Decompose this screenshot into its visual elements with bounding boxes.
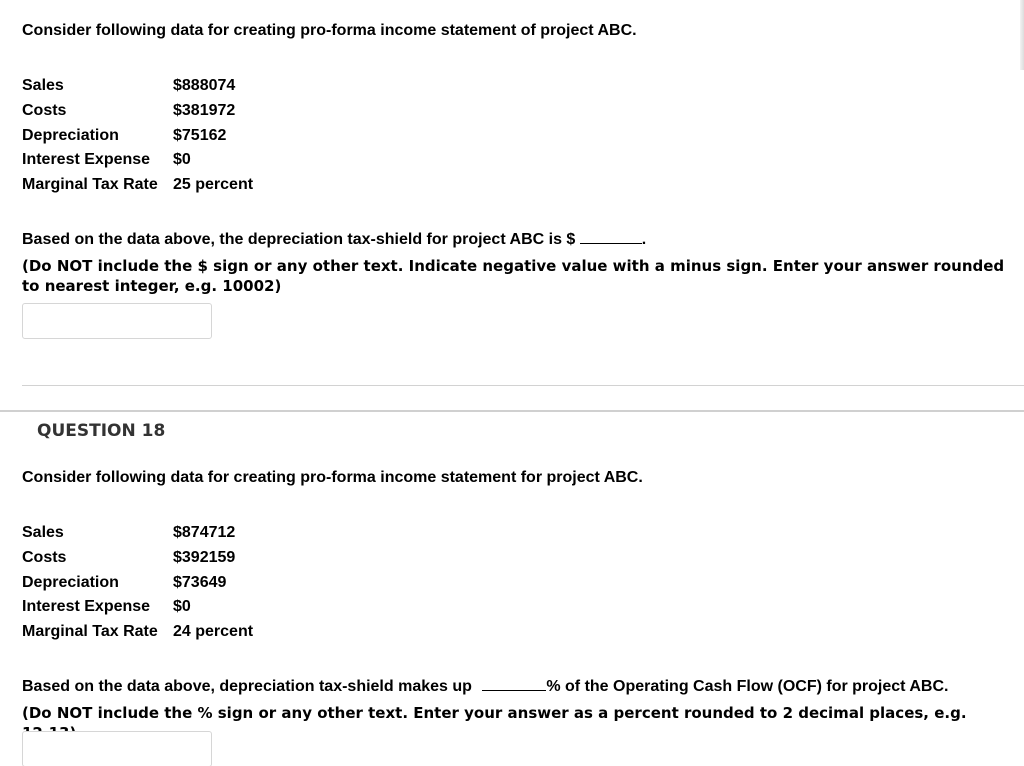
q17-prompt-before: Based on the data above, the depreciation tax-shield for project ABC is $ <box>22 231 576 248</box>
q18-prompt-after: % of the Operating Cash Flow (OCF) for project ABC. <box>546 678 949 695</box>
table-row <box>22 521 253 546</box>
row-label: Depreciation <box>22 573 119 591</box>
row-value: $0 <box>173 151 191 169</box>
row-value: $381972 <box>173 102 236 120</box>
row-label: Sales <box>22 524 64 542</box>
row-value: $75162 <box>173 126 227 144</box>
q17-note: (Do NOT include the $ sign or any other text. Indicate negative value with a minus sign. Enter your answer rounded to nearest integer, e.g. 10002) <box>22 257 1005 295</box>
q17-data-block <box>22 74 1024 197</box>
q17-blank <box>580 231 642 244</box>
table-row <box>22 570 253 595</box>
row-value: 24 percent <box>173 623 254 641</box>
q17-prompt-after: . <box>641 231 647 248</box>
q17-prompt-block <box>22 230 1024 296</box>
q18-prompt-before: Based on the data above, depreciation tax-shield makes up <box>22 678 472 695</box>
table-row <box>22 173 253 198</box>
table-row <box>22 595 253 620</box>
row-value: $888074 <box>173 77 236 95</box>
row-label: Depreciation <box>22 126 119 144</box>
question-separator <box>0 410 1024 412</box>
row-label: Sales <box>22 77 64 95</box>
row-label: Costs <box>22 549 67 567</box>
divider <box>22 385 1024 386</box>
q17-data-table <box>22 74 253 197</box>
table-row <box>22 546 253 571</box>
q17-intro: Consider following data for creating pro-forma income statement of project ABC. <box>22 22 637 39</box>
row-value: $874712 <box>173 524 236 542</box>
q17-prompt <box>22 230 1024 250</box>
row-value: $73649 <box>173 573 227 591</box>
q17-answer-input[interactable] <box>22 303 212 339</box>
q18-prompt <box>22 677 1024 697</box>
q18-intro-block <box>22 468 1024 488</box>
table-row <box>22 148 253 173</box>
q18-data-table <box>22 521 253 644</box>
row-label: Interest Expense <box>22 151 151 169</box>
q18-data-block <box>22 521 1024 644</box>
row-label: Costs <box>22 102 67 120</box>
row-value: $0 <box>173 598 191 616</box>
row-label: Marginal Tax Rate <box>22 176 158 194</box>
row-value: 25 percent <box>173 176 254 194</box>
row-label: Interest Expense <box>22 598 151 616</box>
table-row <box>22 74 253 99</box>
q18-note: (Do NOT include the % sign or any other text. Enter your answer as a percent rounded to 2 decimal places, e.g. <box>22 704 967 722</box>
table-row <box>22 620 253 645</box>
q18-intro: Consider following data for creating pro-forma income statement for project ABC. <box>22 469 643 486</box>
q18-answer-input[interactable] <box>22 731 212 766</box>
q18-blank <box>482 678 546 691</box>
row-label: Marginal Tax Rate <box>22 623 158 641</box>
q18-title: QUESTION 18 <box>37 421 166 441</box>
table-row <box>22 123 253 148</box>
q17-intro-block <box>22 21 1024 41</box>
row-value: $392159 <box>173 549 236 567</box>
table-row <box>22 99 253 124</box>
